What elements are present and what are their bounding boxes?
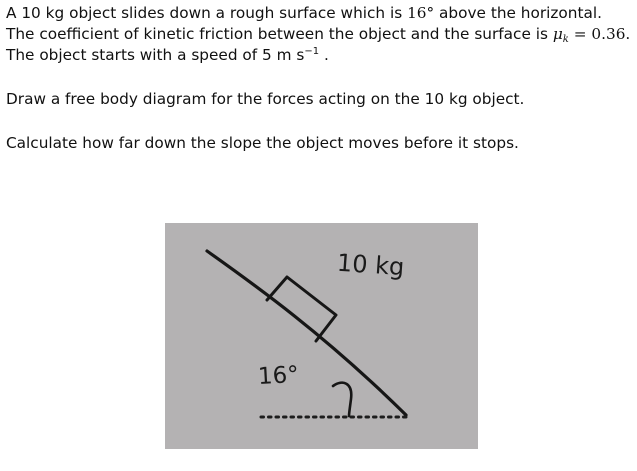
block-outline xyxy=(267,277,336,341)
task-calculate: Calculate how far down the slope the object moves before it stops. xyxy=(6,134,519,152)
angle-value: 16° xyxy=(407,4,435,22)
task-free-body: Draw a free body diagram for the forces acting on the 10 kg object. xyxy=(6,90,525,108)
mu-symbol: μ xyxy=(552,25,563,43)
line1-text: A 10 kg object slides down a rough surface which is xyxy=(6,4,408,22)
line1-text-end: above the horizontal. xyxy=(434,4,602,22)
problem-line-3 xyxy=(6,45,634,66)
problem-text xyxy=(6,3,634,154)
mu-subscript: k xyxy=(562,34,569,45)
problem-line-1 xyxy=(6,3,634,24)
line3-text: The object starts with a speed of 5 m s xyxy=(6,46,305,64)
angle-label: 16° xyxy=(257,361,300,391)
angle-arc xyxy=(333,383,351,416)
incline-figure xyxy=(165,223,478,449)
problem-line-2 xyxy=(6,24,634,45)
unit-exponent: −1 xyxy=(304,46,320,57)
mass-label: 10 kg xyxy=(336,248,406,282)
incline-sketch xyxy=(165,223,478,449)
mu-value: = 0.36. xyxy=(568,25,631,43)
line3-text-end: . xyxy=(319,46,329,64)
line2-text: The coefficient of kinetic friction between the object and the surface is xyxy=(6,25,553,43)
